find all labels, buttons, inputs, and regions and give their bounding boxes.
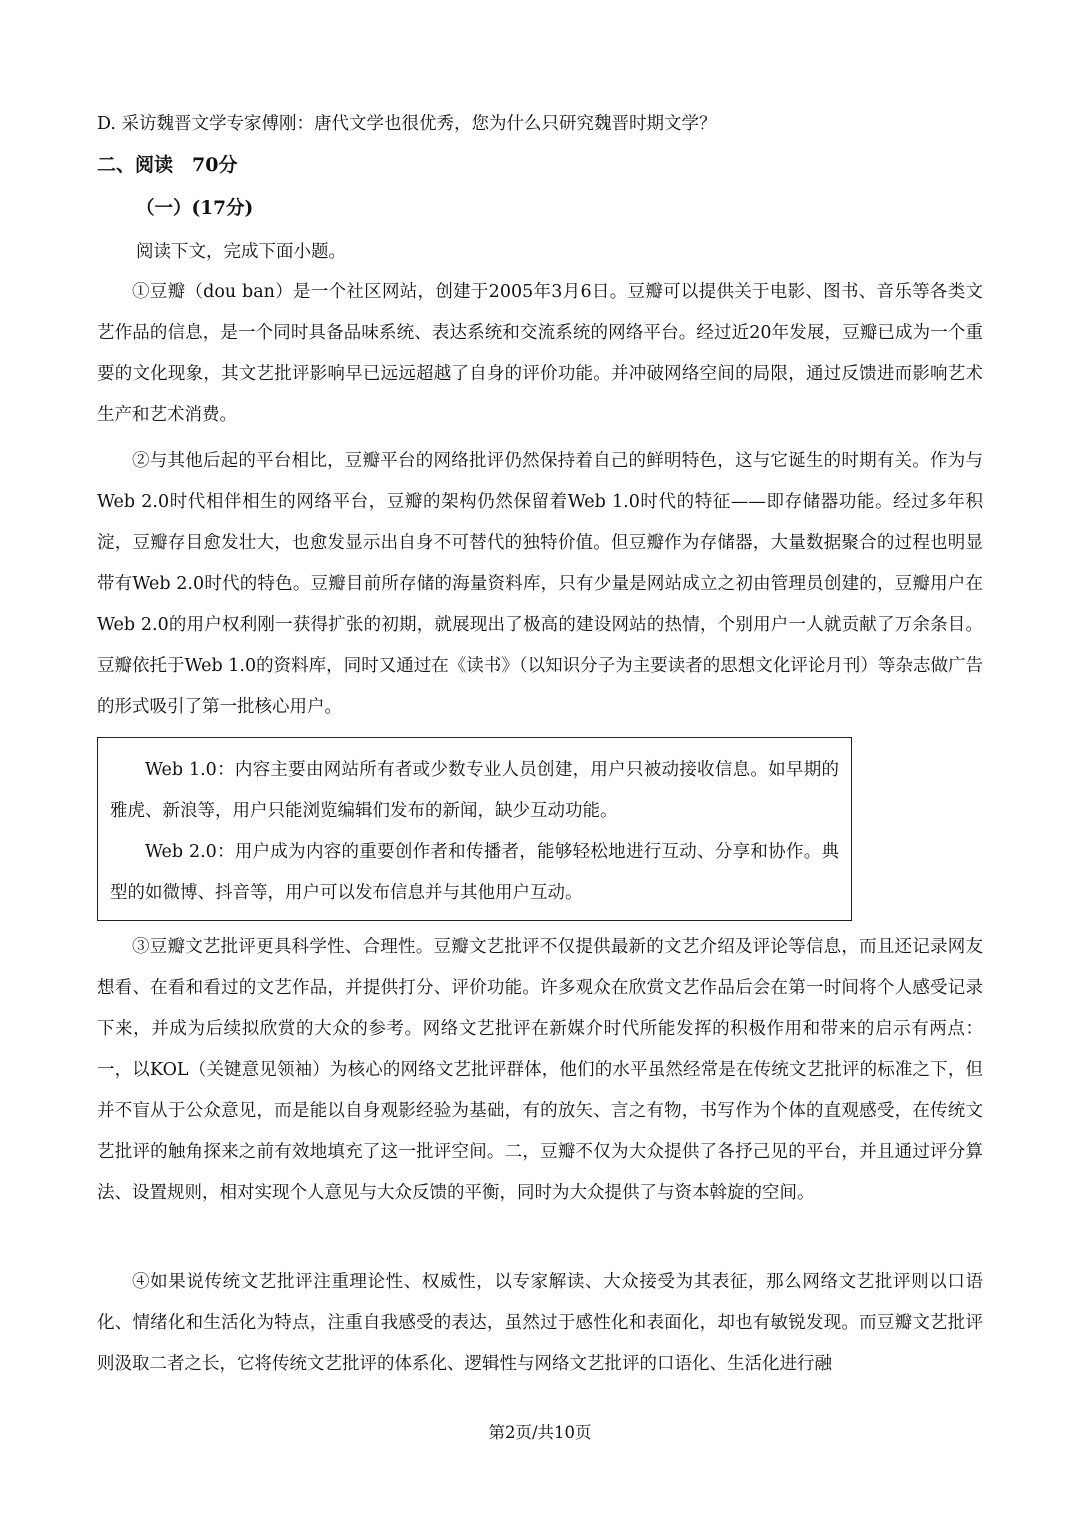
instruction-text: 阅读下文，完成下面小题。 xyxy=(136,242,346,262)
web1-definition: Web 1.0：内容主要由网站所有者或少数专业人员创建，用户只被动接收信息。如早期的雅虎、新浪等，用户只能浏览编辑们发布的新闻，缺少互动功能。 xyxy=(110,760,839,821)
answer-option-d: D. 采访魏晋文学专家傅刚：唐代文学也很优秀，您为什么只研究魏晋时期文学？ xyxy=(97,114,717,134)
paragraph-4: ④如果说传统文艺批评注重理论性、权威性，以专家解读、大众接受为其表征，那么网络文艺批评则以口语化、情绪化和生活化为特点，注重自我感受的表达，虽然过于感性化和表面化，却也有敏锐发现。而豆瓣文艺批评则汲取二者之长，它将传统文艺批评的体系化、逻辑性与网络文艺批评的口语化、生活化进行融 xyxy=(97,1272,983,1374)
web-definition-box xyxy=(97,737,852,921)
page-number-footer: 第2页/共10页 xyxy=(488,1423,592,1442)
paragraph-1: ①豆瓣（dou ban）是一个社区网站，创建于2005年3月6日。豆瓣可以提供关于电影、图书、音乐等各类文艺作品的信息，是一个同时具备品味系统、表达系统和交流系统的网络平台。经过近20年发展，豆瓣已成为一个重要的文化现象，其文艺批评影响早已远远超越了自身的评价功能。并冲破网络空间的局限，通过反馈进而影响艺术生产和艺术消费。 xyxy=(97,282,983,425)
paragraph-3: ③豆瓣文艺批评更具科学性、合理性。豆瓣文艺批评不仅提供最新的文艺介绍及评论等信息，而且还记录网友想看、在看和看过的文艺作品，并提供打分、评价功能。许多观众在欣赏文艺作品后会在第一时间将个人感受记录下来，并成为后续拟欣赏的大众的参考。网络文艺批评在新媒介时代所能发挥的积极作用和带来的启示有两点：一，以KOL（关键意见领袖）为核心的网络文艺批评群体，他们的水平虽然经常是在传统文艺批评的标准之下，但并不盲从于公众意见，而是能以自身观影经验为基础，有的放矢、言之有物，书写作为个体的直观感受，在传统文艺批评的触角探来之前有效地填充了这一批评空间。二，豆瓣不仅为大众提供了各抒己见的平台，并且通过评分算法、设置规则，相对实现个人意见与大众反馈的平衡，同时为大众提供了与资本斡旋的空间。 xyxy=(97,937,983,1203)
section-heading: 二、阅读 70分 xyxy=(97,154,238,176)
paragraph-2: ②与其他后起的平台相比，豆瓣平台的网络批评仍然保持着自己的鲜明特色，这与它诞生的时期有关。作为与Web 2.0时代相伴相生的网络平台，豆瓣的架构仍然保留着Web 1.0时代的特征——即存储器功能。经过多年积淀，豆瓣存目愈发壮大，也愈发显示出自身不可替代的独特价值。但豆瓣作为存储器，大量数据聚合的过程也明显带有Web 2.0时代的特色。豆瓣目前所存储的海量资料库，只有少量是网站成立之初由管理员创建的，豆瓣用户在Web 2.0的用户权利刚一获得扩张的初期，就展现出了极高的建设网站的热情，个别用户一人就贡献了万余条目。豆瓣依托于Web 1.0的资料库，同时又通过在《读书》（以知识分子为主要读者的思想文化评论月刊）等杂志做广告的形式吸引了第一批核心用户。 xyxy=(97,451,983,717)
sub-heading: （一）(17分) xyxy=(136,198,254,219)
web2-definition: Web 2.0：用户成为内容的重要创作者和传播者，能够轻松地进行互动、分享和协作。典型的如微博、抖音等，用户可以发布信息并与其他用户互动。 xyxy=(110,842,839,903)
